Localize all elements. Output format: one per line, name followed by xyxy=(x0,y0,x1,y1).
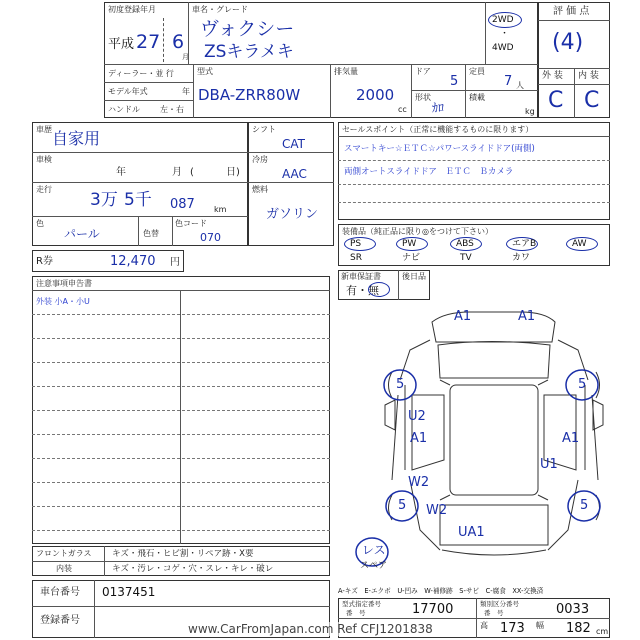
note-line xyxy=(32,530,330,531)
inspection-day-unit: 日) xyxy=(226,167,240,178)
cm-unit: cm xyxy=(596,627,609,636)
sales-points-label: セールスポイント（正常に機能するものに限ります） xyxy=(342,125,534,134)
reg-year: 27 xyxy=(136,31,161,53)
fuel-value: ガソリン xyxy=(266,207,319,222)
model-year-label: モデル年式 xyxy=(108,87,148,96)
sales-point-line1: スマートキー☆ＥＴＣ☆パワースライドドア(両側) xyxy=(344,144,535,154)
color-code-label: 色コード xyxy=(175,219,207,228)
damage-mark: 5 xyxy=(580,498,589,513)
damage-legend: A-キズ E-エクボ U-凹み W-補修跡 S-サビ C-腐食 XX-交換済 xyxy=(338,587,544,595)
model-year-unit: 年 xyxy=(182,87,190,96)
damage-mark: A1 xyxy=(562,431,580,446)
equipment-item: PS xyxy=(350,239,362,249)
score-value: (4) xyxy=(552,30,584,55)
damage-mark: A1 xyxy=(454,309,472,324)
designated-sub: 番 号 xyxy=(346,609,366,617)
watermark: www.CarFromJapan.com Ref CFJ1201838 xyxy=(188,622,433,636)
month-unit: 月 xyxy=(182,53,189,61)
after-items-label: 後日品 xyxy=(402,272,426,281)
damage-mark: U1 xyxy=(540,457,558,472)
designated-label: 型式指定番号 xyxy=(342,600,381,608)
ac-label: 冷房 xyxy=(252,155,268,164)
category-no: 0033 xyxy=(556,602,590,617)
spare-tire-value: レス xyxy=(362,543,386,557)
mileage-rest: 087 xyxy=(170,197,195,212)
color-value: パール xyxy=(64,227,100,241)
notes-line1: 外装 小A・小U xyxy=(36,297,90,306)
damage-mark: W2 xyxy=(426,503,448,518)
color-label: 色 xyxy=(36,219,44,228)
interior-grade: C xyxy=(584,88,600,113)
recycle-unit: 円 xyxy=(170,257,180,268)
equipment-item: TV xyxy=(460,253,472,263)
spare-tire-label: スペア xyxy=(360,561,388,571)
equipment-item: AW xyxy=(572,239,587,249)
damage-mark: 5 xyxy=(398,498,407,513)
height: 173 xyxy=(500,621,525,636)
capacity: 7 xyxy=(504,74,513,89)
recycle-section xyxy=(32,250,184,272)
mileage-unit: km xyxy=(214,205,227,214)
interior-cond-value: キズ・汚レ・コゲ・穴・スレ・キレ・破レ xyxy=(112,564,274,574)
model-type-label: 型式 xyxy=(197,67,213,76)
capacity-unit: 人 xyxy=(516,81,524,90)
shift-value: CAT xyxy=(282,137,305,151)
car-name: ヴォクシー xyxy=(200,18,295,40)
inspection-paren: ( xyxy=(190,167,194,178)
equipment-label: 装備品（純正品に限り◎をつけて下さい） xyxy=(342,227,493,236)
damage-mark: U2 xyxy=(408,409,426,424)
load-label: 積載 xyxy=(469,93,485,102)
note-line xyxy=(32,410,330,411)
equipment-item: SR xyxy=(350,253,362,263)
interior-cond-label: 内装 xyxy=(56,564,72,573)
dealer-label: ディーラー・並 行 xyxy=(108,69,174,78)
warranty-value: 有・無 xyxy=(346,284,379,297)
note-line xyxy=(32,386,330,387)
recycle-value: 12,470 xyxy=(110,254,156,269)
mileage-man: 3万 xyxy=(90,190,118,210)
warranty-circle xyxy=(368,282,390,297)
ac-value: AAC xyxy=(282,167,307,181)
drive-dot: ・ xyxy=(500,29,510,39)
vehicle-type-label: 車歴 xyxy=(36,125,52,134)
score-label: 評 価 点 xyxy=(553,6,590,17)
vehicle-no: 0137451 xyxy=(102,585,156,599)
displacement: 2000 xyxy=(356,86,395,104)
shift-label: シフト xyxy=(252,125,276,134)
note-line xyxy=(32,314,330,315)
exterior-grade: C xyxy=(548,88,564,113)
inspection-year-unit: 年 xyxy=(116,167,126,178)
damage-mark: A1 xyxy=(410,431,428,446)
interior-label: 内 装 xyxy=(578,71,599,81)
shape: ｶﾛ xyxy=(432,101,445,115)
width: 182 xyxy=(566,621,591,636)
color-code: 070 xyxy=(200,231,221,244)
damage-mark: UA1 xyxy=(458,525,485,540)
category-sub: 番 号 xyxy=(484,609,504,617)
color-change-label: 色替 xyxy=(143,229,159,238)
front-glass-value: キズ・飛石・ヒビ割・リペア跡・X要 xyxy=(112,549,254,559)
shape-label: 形状 xyxy=(415,93,431,102)
sales-point-line2: 両側オートスライドドア ＥＴＣ Ｂカメラ xyxy=(344,167,514,177)
capacity-label: 定員 xyxy=(469,67,485,76)
equipment-item: エアB xyxy=(512,239,537,249)
width-label: 幅 xyxy=(536,621,544,630)
inspection-month-unit: 月 xyxy=(172,167,182,178)
recycle-label: R券 xyxy=(36,256,53,267)
equipment-item: ABS xyxy=(456,239,474,249)
damage-mark: A1 xyxy=(518,309,536,324)
equipment-item: PW xyxy=(402,239,417,249)
note-line xyxy=(32,506,330,507)
vehicle-type: 自家用 xyxy=(52,129,101,148)
mileage-sen: 5千 xyxy=(124,190,152,210)
drive-2wd: 2WD xyxy=(492,15,514,25)
exterior-label: 外 装 xyxy=(542,71,563,81)
note-line xyxy=(32,362,330,363)
equipment-item: カワ xyxy=(512,253,531,263)
equipment-item: ナビ xyxy=(402,253,421,263)
note-line xyxy=(32,434,330,435)
mileage-label: 走行 xyxy=(36,185,52,194)
handle-label: ハンドル xyxy=(108,105,140,114)
reg-no-label: 登録番号 xyxy=(40,615,80,626)
reg-month: 6 xyxy=(172,31,185,53)
vehicle-no-label: 車台番号 xyxy=(40,587,80,598)
notes-label: 注意事項申告書 xyxy=(36,279,92,288)
model-type: DBA-ZRR80W xyxy=(198,86,301,104)
new-car-warranty-label: 新車保証書 xyxy=(341,272,381,281)
damage-mark: 5 xyxy=(396,377,405,392)
damage-mark: 5 xyxy=(578,377,587,392)
drive-4wd: 4WD xyxy=(492,43,514,53)
damage-mark: W2 xyxy=(408,475,430,490)
inspection-label: 車検 xyxy=(36,155,52,164)
fuel-label: 燃料 xyxy=(252,185,268,194)
handle-value: 左・右 xyxy=(160,105,184,114)
first-reg-label: 初度登録年月 xyxy=(108,5,156,14)
note-line xyxy=(32,338,330,339)
note-line xyxy=(32,482,330,483)
door-label: ドア xyxy=(415,67,431,76)
car-grade-label: 車名・グレード xyxy=(192,5,248,14)
era: 平成 xyxy=(108,37,135,52)
designated-no: 17700 xyxy=(412,602,454,617)
category-label: 類別区分番号 xyxy=(480,600,519,608)
car-grade: ZSキラメキ xyxy=(204,42,294,62)
cc-unit: cc xyxy=(398,105,407,114)
displacement-label: 排気量 xyxy=(334,67,358,76)
doors: 5 xyxy=(450,74,459,89)
front-glass-label: フロントガラス xyxy=(36,549,92,558)
note-line xyxy=(32,458,330,459)
kg-unit: kg xyxy=(525,107,535,116)
height-label: 高 xyxy=(480,621,488,630)
